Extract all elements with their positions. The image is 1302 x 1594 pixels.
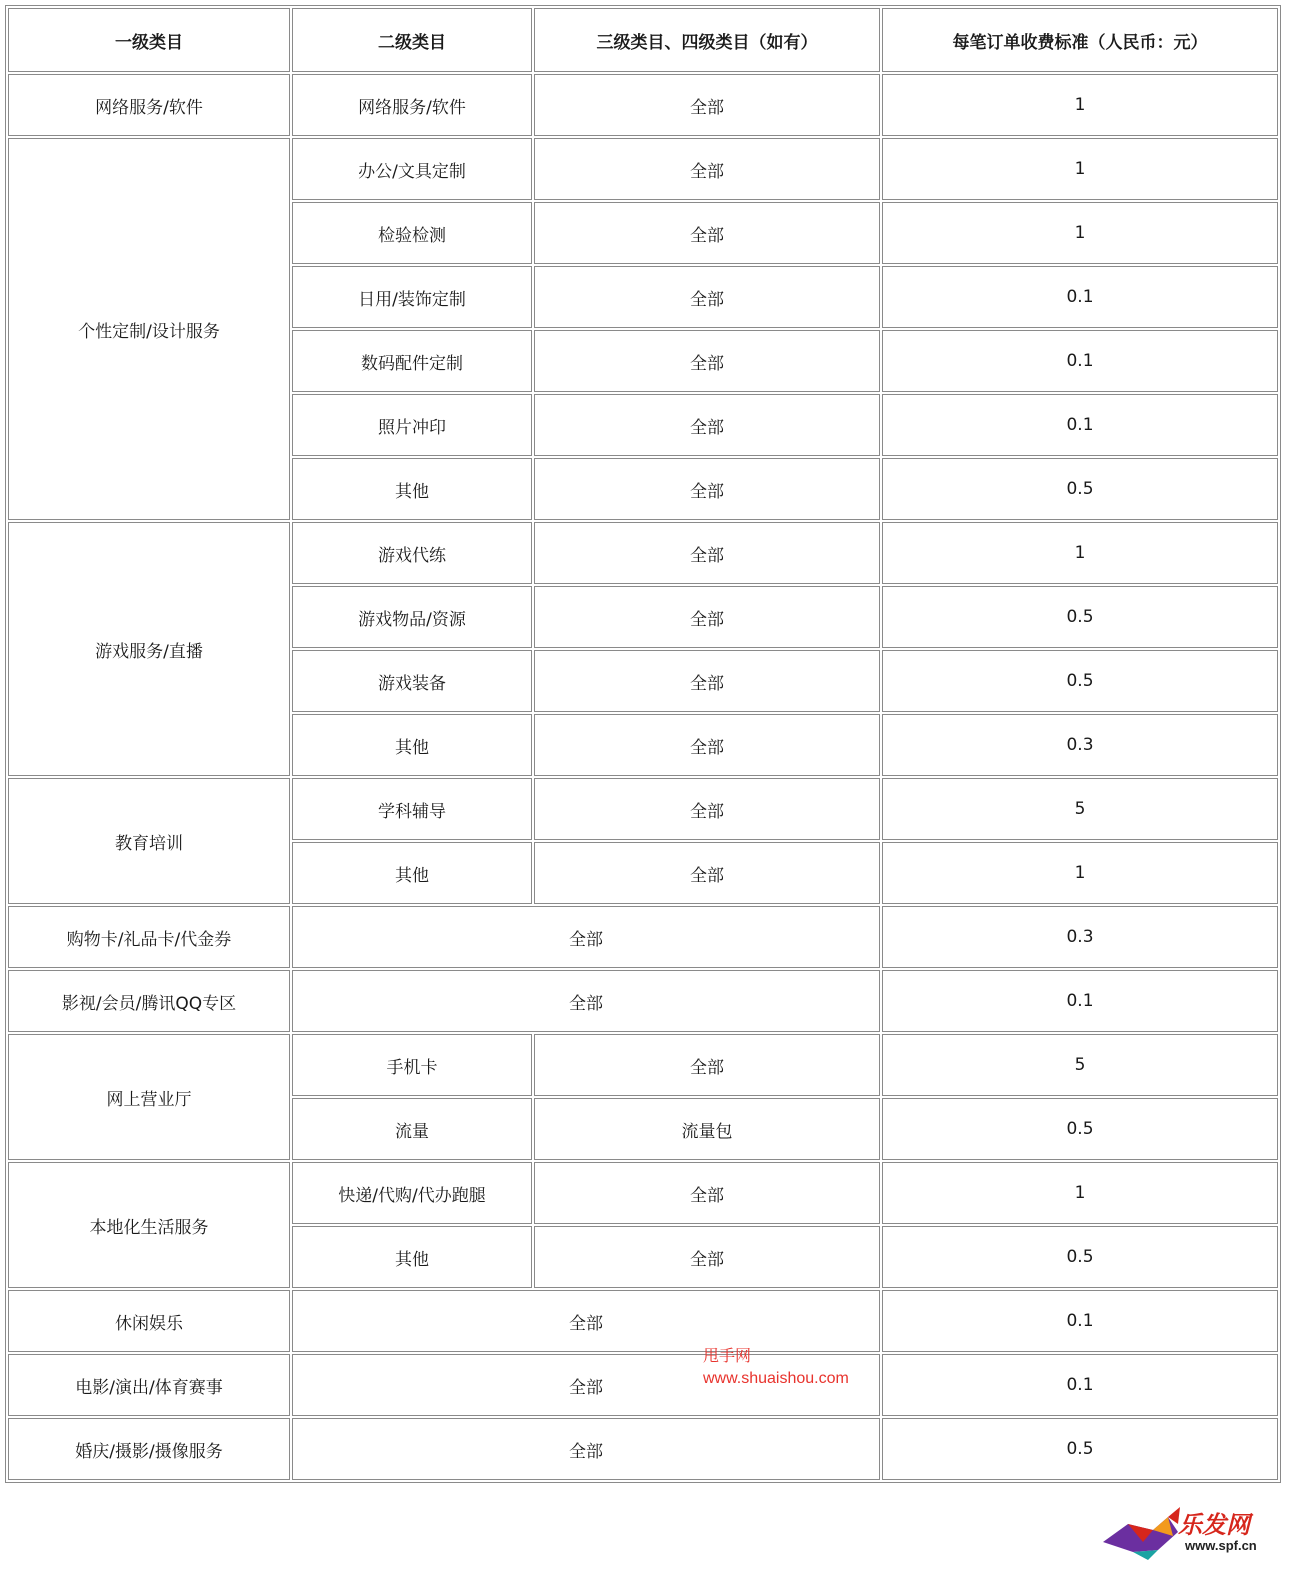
table-row — [8, 778, 1278, 840]
level23-cell: 全部 — [292, 970, 880, 1032]
level1-cell: 个性定制/设计服务 — [8, 138, 290, 520]
table-row — [8, 138, 1278, 200]
fee-cell: 5 — [882, 1034, 1278, 1096]
level2-cell: 办公/文具定制 — [292, 138, 532, 200]
level3-cell: 全部 — [534, 650, 880, 712]
fee-cell: 0.3 — [882, 714, 1278, 776]
fee-cell: 1 — [882, 74, 1278, 136]
level2-cell: 数码配件定制 — [292, 330, 532, 392]
level1-cell: 本地化生活服务 — [8, 1162, 290, 1288]
level2-cell: 其他 — [292, 1226, 532, 1288]
level3-cell: 全部 — [534, 778, 880, 840]
level3-cell: 全部 — [534, 330, 880, 392]
fee-cell: 0.1 — [882, 394, 1278, 456]
watermark-name: 甩手网 — [703, 1348, 752, 1365]
table-header-row — [8, 8, 1278, 72]
level1-cell: 婚庆/摄影/摄像服务 — [8, 1418, 290, 1480]
fee-cell: 0.5 — [882, 650, 1278, 712]
level2-cell: 学科辅导 — [292, 778, 532, 840]
level2-cell: 其他 — [292, 714, 532, 776]
level23-cell: 全部 — [292, 1354, 880, 1416]
level1-cell: 网上营业厅 — [8, 1034, 290, 1160]
level23-cell: 全部 — [292, 1418, 880, 1480]
fee-cell: 1 — [882, 202, 1278, 264]
fee-cell: 0.5 — [882, 1226, 1278, 1288]
table-row — [8, 1418, 1278, 1480]
fee-cell: 0.1 — [882, 1290, 1278, 1352]
header-level3: 三级类目、四级类目（如有） — [534, 8, 880, 72]
level2-cell: 日用/装饰定制 — [292, 266, 532, 328]
table-row — [8, 970, 1278, 1032]
level2-cell: 快递/代购/代办跑腿 — [292, 1162, 532, 1224]
level2-cell: 游戏装备 — [292, 650, 532, 712]
level1-cell: 休闲娱乐 — [8, 1290, 290, 1352]
level3-cell: 全部 — [534, 1034, 880, 1096]
table-row — [8, 1290, 1278, 1352]
level3-cell: 全部 — [534, 522, 880, 584]
level2-cell: 游戏代练 — [292, 522, 532, 584]
fee-cell: 0.5 — [882, 458, 1278, 520]
level2-cell: 其他 — [292, 458, 532, 520]
header-level2: 二级类目 — [292, 8, 532, 72]
table-row — [8, 74, 1278, 136]
fee-cell: 1 — [882, 1162, 1278, 1224]
header-fee: 每笔订单收费标准（人民币：元） — [882, 8, 1278, 72]
level1-cell: 电影/演出/体育赛事 — [8, 1354, 290, 1416]
fee-cell: 1 — [882, 842, 1278, 904]
level1-cell: 教育培训 — [8, 778, 290, 904]
level2-cell: 手机卡 — [292, 1034, 532, 1096]
header-level1: 一级类目 — [8, 8, 290, 72]
level2-cell: 流量 — [292, 1098, 532, 1160]
level3-cell: 全部 — [534, 842, 880, 904]
watermark — [703, 1346, 849, 1390]
table-row — [8, 1354, 1278, 1416]
fee-cell: 0.5 — [882, 586, 1278, 648]
fee-cell: 0.1 — [882, 970, 1278, 1032]
level3-cell: 全部 — [534, 266, 880, 328]
level3-cell: 全部 — [534, 1226, 880, 1288]
level3-cell: 流量包 — [534, 1098, 880, 1160]
level2-cell: 网络服务/软件 — [292, 74, 532, 136]
level2-cell: 检验检测 — [292, 202, 532, 264]
fee-cell: 0.1 — [882, 330, 1278, 392]
fee-cell: 0.3 — [882, 906, 1278, 968]
fee-cell: 0.1 — [882, 266, 1278, 328]
fee-cell: 0.5 — [882, 1098, 1278, 1160]
level3-cell: 全部 — [534, 586, 880, 648]
table-row — [8, 906, 1278, 968]
level1-cell: 影视/会员/腾讯QQ专区 — [8, 970, 290, 1032]
fee-cell: 1 — [882, 522, 1278, 584]
fee-cell: 1 — [882, 138, 1278, 200]
fee-cell: 5 — [882, 778, 1278, 840]
fee-cell: 0.5 — [882, 1418, 1278, 1480]
level3-cell: 全部 — [534, 1162, 880, 1224]
level2-cell: 游戏物品/资源 — [292, 586, 532, 648]
level1-cell: 游戏服务/直播 — [8, 522, 290, 776]
fee-table — [5, 5, 1281, 1483]
level2-cell: 其他 — [292, 842, 532, 904]
table-row — [8, 522, 1278, 584]
level1-cell: 网络服务/软件 — [8, 74, 290, 136]
level3-cell: 全部 — [534, 394, 880, 456]
level23-cell: 全部 — [292, 1290, 880, 1352]
level3-cell: 全部 — [534, 202, 880, 264]
level3-cell: 全部 — [534, 714, 880, 776]
table-row — [8, 1034, 1278, 1096]
level3-cell: 全部 — [534, 138, 880, 200]
level23-cell: 全部 — [292, 906, 880, 968]
logo-url: www.spf.cn — [1185, 1538, 1257, 1553]
level1-cell: 购物卡/礼品卡/代金券 — [8, 906, 290, 968]
watermark-url: www.shuaishou.com — [703, 1370, 849, 1387]
level2-cell: 照片冲印 — [292, 394, 532, 456]
level3-cell: 全部 — [534, 74, 880, 136]
table-row — [8, 1162, 1278, 1224]
level3-cell: 全部 — [534, 458, 880, 520]
logo-title: 乐发网 — [1178, 1510, 1250, 1539]
fee-cell: 0.1 — [882, 1354, 1278, 1416]
